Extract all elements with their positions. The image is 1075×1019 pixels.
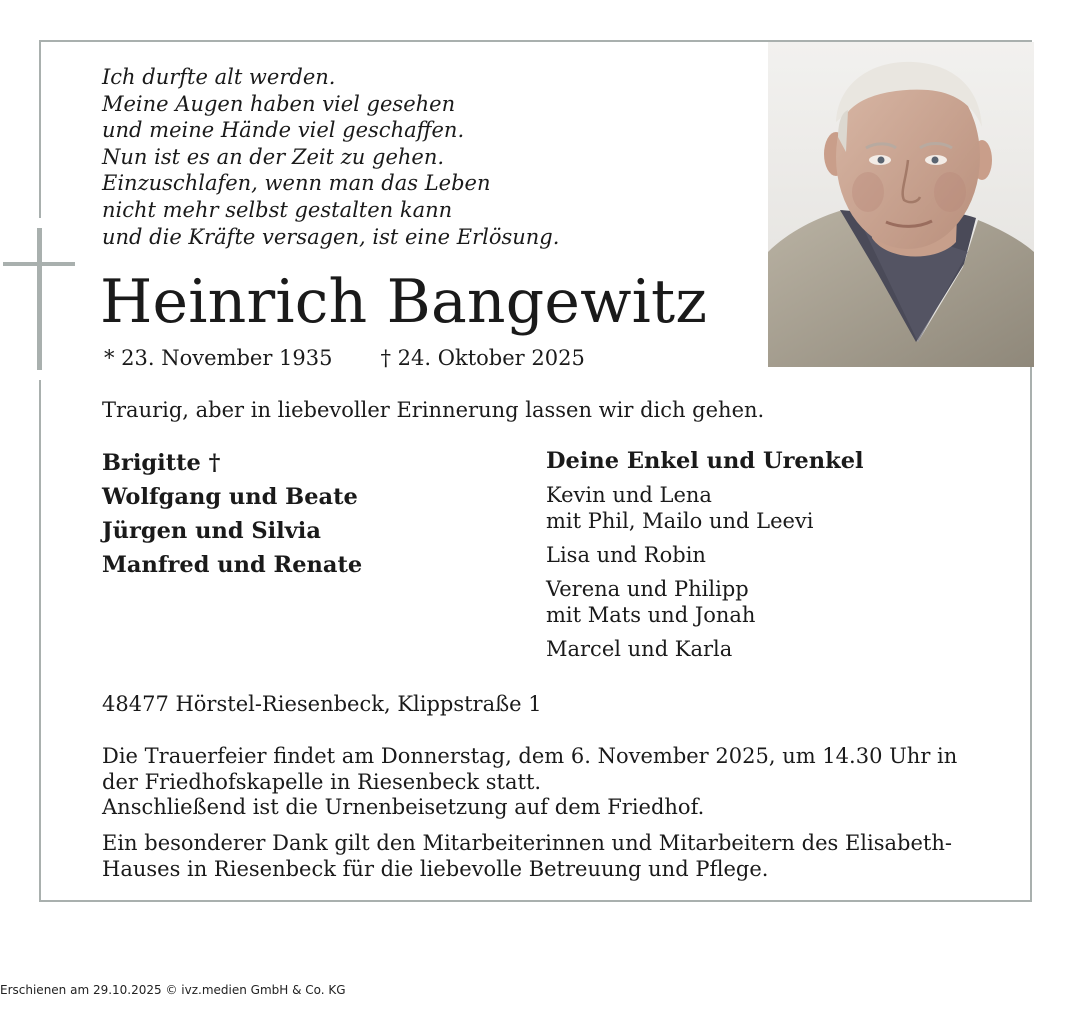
poem-line: nicht mehr selbst gestalten kann (102, 197, 453, 222)
portrait-photo (768, 42, 1034, 367)
ceremony-text (102, 744, 982, 821)
grandchild-group (546, 482, 864, 534)
intro-text: Traurig, aber in liebevoller Erinnerung lassen wir dich gehen. (102, 398, 765, 422)
grandchildren-heading: Deine Enkel und Urenkel (546, 448, 864, 474)
publication-footer: Erschienen am 29.10.2025 © ivz.medien GmbH & Co. KG (0, 983, 346, 997)
ceremony-line: der Friedhofskapelle in Riesenbeck statt. (102, 769, 542, 794)
poem-line: und die Kräfte versagen, ist eine Erlösung. (102, 224, 560, 249)
poem-line: und meine Hände viel geschaffen. (102, 118, 465, 143)
portrait-illustration (768, 42, 1034, 367)
poem-line: Einzuschlafen, wenn man das Leben (102, 171, 491, 196)
grandchild-group (546, 636, 864, 662)
death-date: † 24. Oktober 2025 (380, 346, 585, 370)
poem-line: Ich durfte alt werden. (102, 65, 336, 89)
poem-line: Meine Augen haben viel gesehen (102, 91, 456, 116)
birth-date: * 23. November 1935 (104, 346, 333, 370)
grandchild-line: mit Mats und Jonah (546, 603, 756, 627)
deceased-name: Heinrich Bangewitz (100, 267, 708, 337)
grandchild-line: Marcel und Karla (546, 637, 733, 661)
ceremony-line: Die Trauerfeier findet am Donnerstag, dem 6. November 2025, um 14.30 Uhr in (102, 744, 958, 768)
family-list-left (102, 446, 362, 582)
grandchild-line: Lisa und Robin (546, 543, 706, 567)
poem-line: Nun ist es an der Zeit zu gehen. (102, 144, 445, 169)
family-member: Brigitte † (102, 450, 221, 476)
cross-icon (3, 228, 75, 370)
family-member: Jürgen und Silvia (102, 518, 321, 544)
thanks-line: Hauses in Riesenbeck für die liebevolle Betreuung und Pflege. (102, 856, 769, 881)
grandchild-line: Verena und Philipp (546, 577, 749, 601)
grandchild-group (546, 576, 864, 628)
grandchild-line: mit Phil, Mailo und Leevi (546, 509, 814, 533)
poem (102, 64, 559, 250)
thanks-line: Ein besonderer Dank gilt den Mitarbeiterinnen und Mitarbeitern des Elisabeth- (102, 831, 952, 855)
address: 48477 Hörstel-Riesenbeck, Klippstraße 1 (102, 692, 542, 716)
thanks-text (102, 831, 982, 882)
life-dates (104, 344, 585, 372)
family-list-right (546, 446, 864, 670)
grandchild-group (546, 542, 864, 568)
ceremony-line: Anschließend ist die Urnenbeisetzung auf dem Friedhof. (102, 795, 705, 819)
family-member: Wolfgang und Beate (102, 484, 358, 510)
grandchild-line: Kevin und Lena (546, 483, 712, 507)
family-member: Manfred und Renate (102, 552, 363, 578)
